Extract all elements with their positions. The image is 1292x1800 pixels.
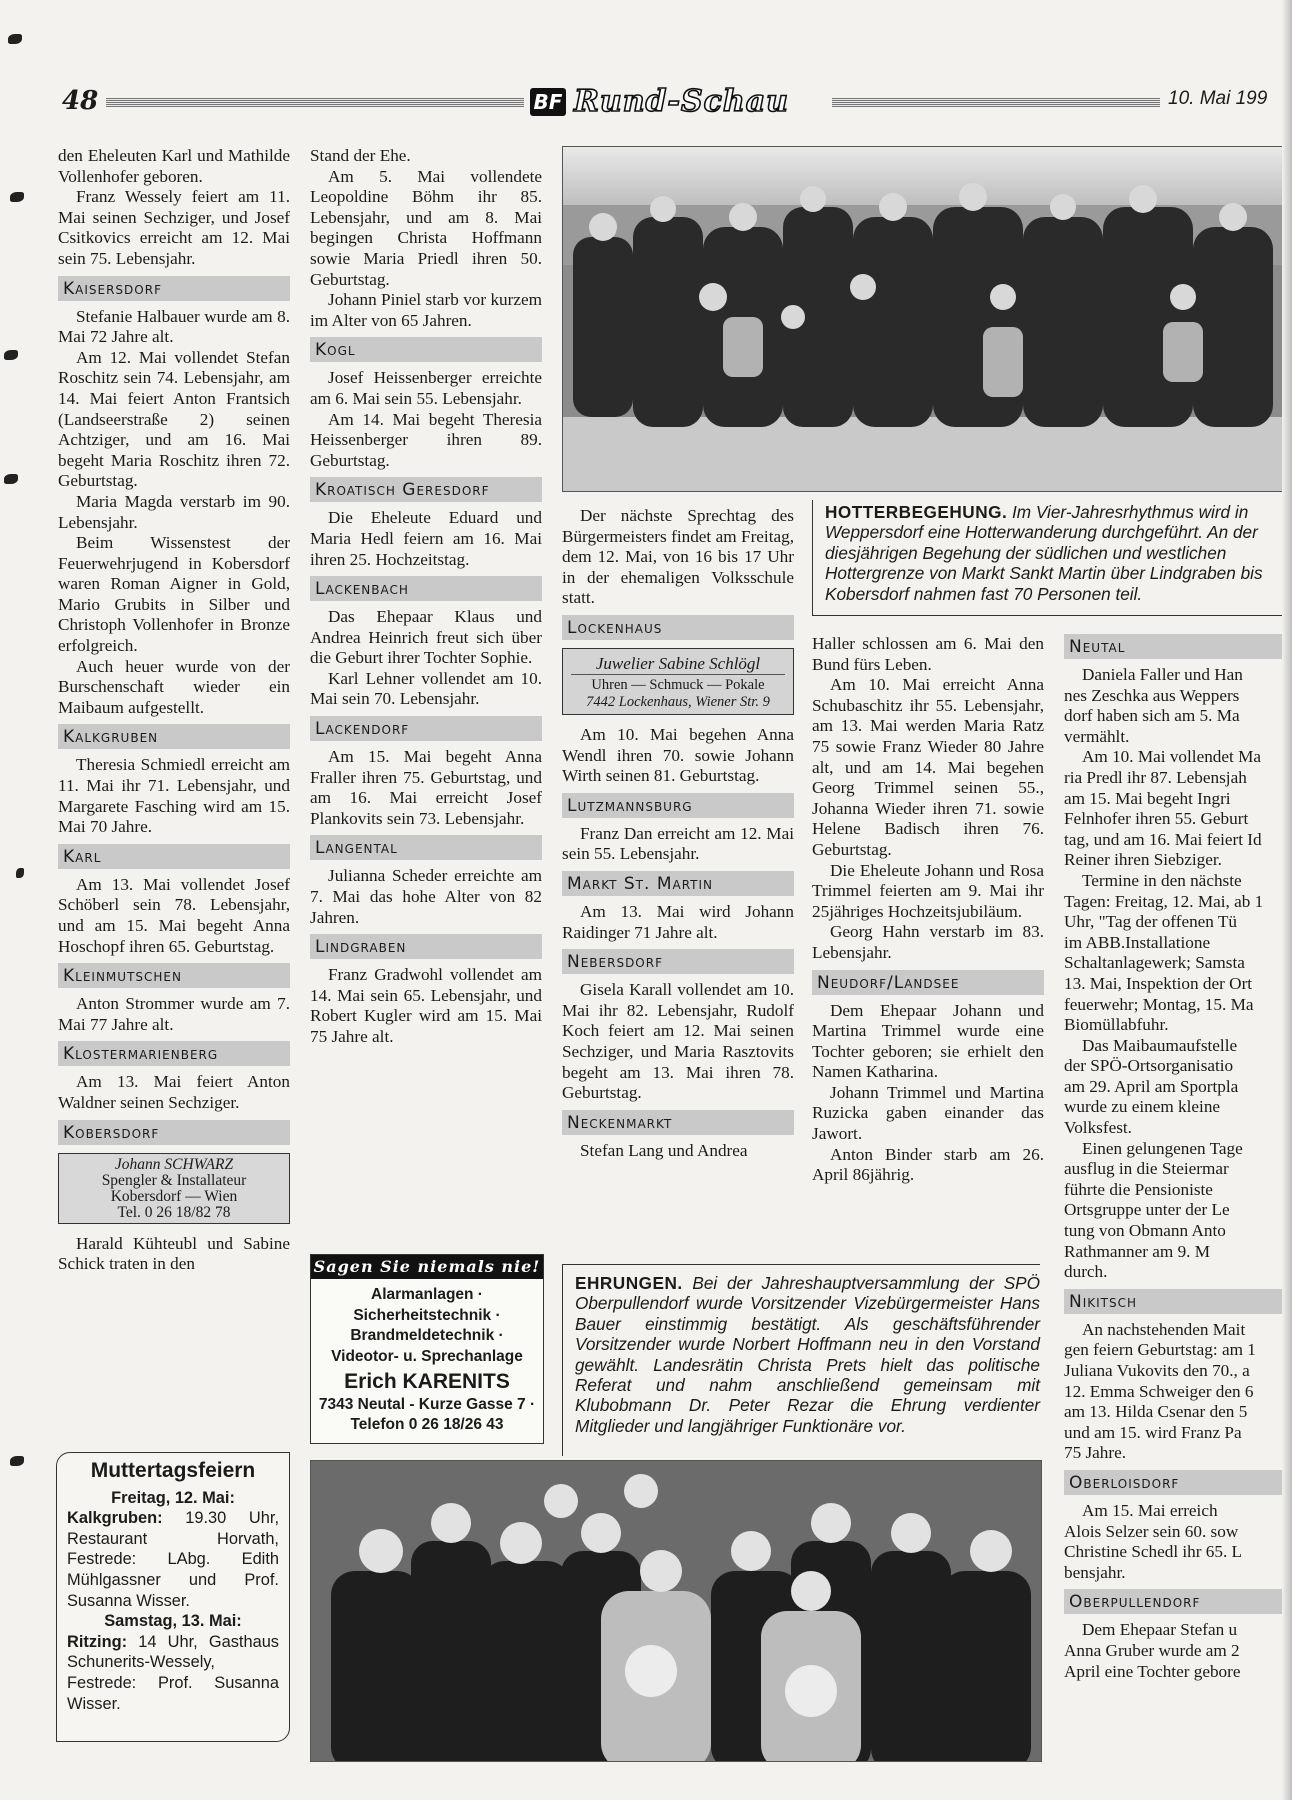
- text-line: Juliana Vukovits den 70., a: [1064, 1361, 1250, 1380]
- text-line: wurde zu einem kleine: [1064, 1097, 1221, 1117]
- article-paragraph: Am 10. Mai begehen Anna Wendl ihren 70. sowie Johann Wirth seinen 81. Geburtstag.: [562, 724, 794, 786]
- section-heading-lackendorf: Lackendorf: [310, 716, 542, 741]
- binder-hole-mark: [10, 192, 24, 202]
- article-paragraph: Haller schlossen am 6. Mai den Bund fürs Leben.: [812, 634, 1044, 674]
- article-paragraph: Karl Lehner vollendet am 10. Mai sein 70. Lebensjahr.: [310, 668, 542, 709]
- text-line: nes Zeschka aus Weppers: [1064, 685, 1240, 705]
- text-line: Einen gelungenen Tage: [1082, 1138, 1243, 1158]
- section-heading-kogl: Kogl: [310, 337, 542, 362]
- article-paragraph: Franz Wessely feiert am 11. Mai seinen Sechziger, und Josef Csitkovics erreicht am 12. Mai sein 75. Lebensjahr.: [58, 187, 290, 268]
- section-heading-karl: Karl: [58, 844, 290, 869]
- muttertag-day: Freitag, 12. Mai:: [111, 1488, 235, 1507]
- section-heading-neckenmarkt: Neckenmarkt: [562, 1110, 794, 1135]
- newspaper-title: Rund-Schau: [574, 84, 789, 119]
- caption-text: Im Vier-Jahresrhythmus wird in Weppersdorf eine Hotterwanderung durchgeführt. An der diesjährigen Begehung der südlichen und westlichen Hottergrenze von Markt Sankt Martin über Lindgraben bis Kobersdorf nahmen fast 70 Personen teil.: [825, 502, 1263, 604]
- section-heading-kroatisch-geresdorf: Kroatisch Geresdorf: [310, 477, 542, 502]
- text-line: durch.: [1064, 1262, 1108, 1282]
- text-line: tung von Obmann Anto: [1064, 1221, 1226, 1241]
- article-paragraph: Theresia Schmiedl erreicht am 11. Mai ihr 71. Lebensjahr, und Margarete Fasching wird am 15. Mai 70 Jahre.: [58, 755, 290, 837]
- muttertag-box: [56, 1452, 290, 1742]
- section-heading-nikitsch: Nikitsch: [1064, 1289, 1292, 1314]
- text-line: am 13. Hilda Csenar den 5: [1064, 1402, 1248, 1422]
- text-line: Christine Schedl ihr 65. L: [1064, 1542, 1243, 1562]
- text-line: 13. Mai, Inspektion der Ort: [1064, 973, 1253, 993]
- article-paragraph: Am 10. Mai erreicht Anna Schubaschitz ihr 55. Lebensjahr, am 13. Mai werden Maria Ratz 75 sowie Franz Wieder 80 Jahre alt, und am 14. Mai begehen Georg Trimmel seinen 55., Johanna Wieder ihren 71. sowie Helene Badisch ihren 76. Geburtstag.: [812, 675, 1044, 859]
- section-heading-oberloisdorf: Oberloisdorf: [1064, 1470, 1292, 1495]
- text-line: An nachstehenden Mait: [1082, 1319, 1246, 1339]
- article-paragraph: Am 13. Mai feiert Anton Waldner seinen Sechziger.: [58, 1072, 290, 1112]
- article-paragraph: Franz Dan erreicht am 12. Mai sein 55. Lebensjahr.: [562, 823, 794, 864]
- line-list-oberloisdorf: [1064, 1501, 1292, 1583]
- caption-title: EHRUNGEN.: [575, 1273, 683, 1293]
- article-paragraph: den Eheleuten Karl und Mathilde Vollenhofer geboren.: [58, 146, 290, 186]
- text-line: Daniela Faller und Han: [1082, 665, 1243, 684]
- caption-hotterbegehung: [812, 500, 1282, 616]
- text-line: ausflug in die Steiermar: [1064, 1159, 1229, 1179]
- text-line: Alois Selzer sein 60. sow: [1064, 1521, 1239, 1541]
- page-edge-shadow: [1282, 0, 1292, 1800]
- photo-group-hikers: [563, 147, 1283, 491]
- text-line: 12. Emma Schweiger den 6: [1064, 1381, 1254, 1401]
- ad-service: Sicherheitstechnik ·: [353, 1306, 501, 1324]
- muttertag-title: Muttertagsfeiern: [90, 1459, 256, 1482]
- article-paragraph: Am 15. Mai begeht Anna Fraller ihren 75. Geburtstag, und am 16. Mai erreicht Josef Plankovits sein 73. Lebensjahr.: [310, 747, 542, 828]
- section-heading-lockenhaus: Lockenhaus: [562, 615, 794, 640]
- column-2: [310, 146, 542, 1048]
- section-heading-lutzmannsburg: Lutzmannsburg: [562, 793, 794, 818]
- text-line: Volksfest.: [1064, 1118, 1132, 1138]
- text-line: Dem Ehepaar Stefan u: [1082, 1620, 1238, 1640]
- event-place: Ritzing:: [67, 1632, 128, 1651]
- article-paragraph: Georg Hahn verstarb im 83. Lebensjahr.: [812, 922, 1044, 962]
- page-number: 48: [62, 86, 99, 116]
- text-line: vermählt.: [1064, 726, 1130, 746]
- article-paragraph: Beim Wissenstest der Feuerwehrjugend in Kobersdorf waren Roman Aigner in Gold, Mario Grubits in Silber und Christoph Vollenhofer in Bronze erfolgreich.: [58, 533, 290, 656]
- event-place: Kalkgruben:: [67, 1509, 163, 1528]
- ad-line: 7442 Lockenhaus, Wiener Str. 9: [586, 693, 770, 710]
- text-line: Biomüllabfuhr.: [1064, 1015, 1169, 1035]
- text-line: tag, und am 16. Mai feiert Id: [1064, 829, 1262, 849]
- text-line: Reiner ihren Siebziger.: [1064, 850, 1222, 870]
- text-line: Uhr, "Tag der offenen Tü: [1064, 912, 1237, 932]
- binder-hole-mark: [8, 34, 22, 44]
- text-line: Tagen: Freitag, 12. Mai, ab 1: [1064, 891, 1264, 911]
- section-heading-markt-st-martin: Markt St. Martin: [562, 871, 794, 896]
- header-rule-left: [106, 98, 524, 107]
- article-paragraph: Am 13. Mai vollendet Josef Schöberl sein 78. Lebensjahr, und am 15. Mai begeht Anna Hoschopf ihren 65. Geburtstag.: [58, 874, 290, 956]
- article-paragraph: Am 13. Mai wird Johann Raidinger 71 Jahre alt.: [562, 901, 794, 942]
- article-paragraph: Josef Heissenberger erreichte am 6. Mai sein 55. Lebensjahr.: [310, 368, 542, 408]
- binder-hole-mark: [10, 1456, 24, 1466]
- column-1: [58, 146, 290, 1275]
- header-rule-right: [832, 98, 1160, 107]
- text-line: im ABB.Installatione: [1064, 932, 1211, 952]
- caption-ehrungen: [562, 1264, 1040, 1456]
- ad-service: Brandmeldetechnik ·: [350, 1327, 504, 1344]
- ad-shop-name: Juwelier Sabine Schlögl: [571, 653, 785, 675]
- text-line: führte die Pensioniste: [1064, 1179, 1213, 1199]
- text-line: Felnhofer ihren 55. Geburt: [1064, 809, 1249, 829]
- ad-line: Uhren — Schmuck — Pokale: [591, 676, 765, 693]
- section-heading-kalkgruben: Kalkgruben: [58, 724, 290, 749]
- section-heading-klostermarienberg: Klostermarienberg: [58, 1041, 290, 1066]
- issue-date: 10. Mai 199: [1168, 88, 1268, 109]
- brand-logo: BF: [530, 88, 566, 116]
- text-line: Schaltanlagewerk; Samsta: [1064, 953, 1245, 973]
- article-paragraph: Am 14. Mai begeht Theresia Heissenberger ihren 89. Geburtstag.: [310, 409, 542, 470]
- section-heading-neutal: Neutal: [1064, 634, 1292, 659]
- text-line: 75 Jahre.: [1064, 1443, 1127, 1463]
- muttertag-event: [67, 1632, 279, 1714]
- column-5: [1064, 634, 1292, 1682]
- text-line: bensjahr.: [1064, 1562, 1126, 1582]
- binder-hole-mark: [4, 350, 18, 360]
- ad-service: Videotor- u. Sprechanlage: [331, 1347, 523, 1365]
- article-paragraph: Am 5. Mai vollendete Leopoldine Böhm ihr 85. Lebensjahr, und am 8. Mai begingen Christa Hoffmann sowie Maria Priedl ihren 50. Geburtstag.: [310, 166, 542, 289]
- article-paragraph: Franz Gradwohl vollendet am 14. Mai sein 65. Lebensjahr, und Robert Kugler wird am 15. Mai 75 Jahre alt.: [310, 965, 542, 1046]
- ad-line: Spengler & Installateur: [101, 1171, 247, 1189]
- ad-line: Johann SCHWARZ: [114, 1155, 234, 1173]
- muttertag-day: Samstag, 13. Mai:: [104, 1612, 242, 1631]
- text-line: am 15. Mai begeht Ingri: [1064, 788, 1231, 808]
- text-line: Das Maibaumaufstelle: [1082, 1035, 1238, 1055]
- article-paragraph: Johann Piniel starb vor kurzem im Alter von 65 Jahren.: [310, 290, 542, 330]
- section-heading-kaisersdorf: Kaisersdorf: [58, 276, 290, 301]
- article-paragraph: Stefanie Halbauer wurde am 8. Mai 72 Jahre alt.: [58, 306, 290, 347]
- ad-slogan: Sagen Sie niemals nie!: [311, 1255, 543, 1279]
- text-line: und am 15. wird Franz Pa: [1064, 1422, 1242, 1442]
- article-paragraph: Stefan Lang und Andrea: [580, 1140, 748, 1160]
- line-list-oberpullendorf: [1064, 1620, 1292, 1682]
- line-list-neutal: [1064, 665, 1292, 1283]
- binder-hole-mark: [16, 868, 24, 878]
- caption-title: HOTTERBEGEHUNG.: [825, 502, 1008, 522]
- ad-service: Alarmanlagen ·: [371, 1286, 483, 1303]
- section-heading-kobersdorf: Kobersdorf: [58, 1120, 290, 1145]
- text-line: ria Predl ihr 87. Lebensjah: [1064, 767, 1247, 787]
- section-heading-kleinmutschen: Kleinmutschen: [58, 963, 290, 988]
- article-paragraph: Der nächste Sprechtag des Bürgermeisters findet am Freitag, dem 12. Mai, von 16 bis 17 Uhr in der ehemaligen Volksschule statt.: [562, 506, 794, 608]
- text-line: Rathmanner am 9. M: [1064, 1241, 1211, 1261]
- section-heading-langental: Langental: [310, 835, 542, 860]
- text-line: dorf haben sich am 5. Ma: [1064, 706, 1240, 726]
- section-heading-nebersdorf: Nebersdorf: [562, 949, 794, 974]
- text-line: April eine Tochter gebore: [1064, 1661, 1241, 1681]
- article-paragraph: Johann Trimmel und Martina Ruzicka gaben einander das Jawort.: [812, 1082, 1044, 1144]
- article-paragraph: Am 12. Mai vollendet Stefan Roschitz sein 74. Lebensjahr, am 14. Mai feiert Anton Frantsich (Landseerstraße 2) seinen Achtziger, und am 16. Mai begeht Maria Roschitz ihren 72. Geburtstag.: [58, 347, 290, 491]
- article-paragraph: Auch heuer wurde von der Burschenschaft wieder ein Maibaum aufgestellt.: [58, 656, 290, 717]
- text-line: am 29. April am Sportpla: [1064, 1076, 1239, 1096]
- ad-phone: Telefon 0 26 18/26 43: [350, 1416, 504, 1433]
- article-paragraph: Die Eheleute Johann und Rosa Trimmel feierten am 9. Mai ihr 25jähriges Hochzeitsjubiläum.: [812, 860, 1044, 921]
- photo-group-honorees: [311, 1461, 1041, 1761]
- article-paragraph: Die Eheleute Eduard und Maria Hedl feiern am 16. Mai ihren 25. Hochzeitstag.: [310, 508, 542, 569]
- text-line: Termine in den nächste: [1082, 870, 1242, 890]
- advertisement-schwarz: [58, 1153, 290, 1224]
- article-paragraph: Julianna Scheder erreichte am 7. Mai das hohe Alter von 82 Jahren.: [310, 866, 542, 927]
- article-paragraph: Stand der Ehe.: [310, 146, 411, 165]
- article-paragraph: Anton Strommer wurde am 7. Mai 77 Jahre alt.: [58, 994, 290, 1034]
- section-heading-lackenbach: Lackenbach: [310, 576, 542, 601]
- article-paragraph: Das Ehepaar Klaus und Andrea Heinrich freut sich über die Geburt ihrer Tochter Sophie.: [310, 607, 542, 668]
- column-3: [562, 506, 794, 1161]
- photo-hotterbegehung: [562, 146, 1284, 492]
- article-paragraph: Anton Binder starb am 26. April 86jährig.: [812, 1144, 1044, 1185]
- event-text: 19.30 Uhr, Restaurant Horvath, Festrede: LAbg. Edith Mühlgassner und Prof. Susanna Wisser.: [67, 1509, 279, 1610]
- text-line: Ortsgruppe unter der Le: [1064, 1200, 1230, 1220]
- muttertag-event: [67, 1508, 279, 1611]
- line-list-nikitsch: [1064, 1320, 1292, 1464]
- binder-hole-mark: [4, 474, 18, 484]
- text-line: der SPÖ-Ortsorganisatio: [1064, 1056, 1234, 1076]
- ad-address: 7343 Neutal - Kurze Gasse 7 ·: [318, 1396, 536, 1413]
- article-paragraph: Maria Magda verstarb im 90. Lebensjahr.: [58, 491, 290, 532]
- section-heading-oberpullendorf: Oberpullendorf: [1064, 1589, 1292, 1614]
- text-line: Am 15. Mai erreich: [1082, 1500, 1218, 1520]
- text-line: gen feiern Geburtstag: am 1: [1064, 1340, 1256, 1360]
- advertisement-karenits: [310, 1254, 544, 1444]
- column-4: [812, 634, 1044, 1186]
- article-paragraph: Dem Ehepaar Johann und Martina Trimmel wurde eine Tochter geboren; sie erhielt den Namen Katharina.: [812, 1000, 1044, 1082]
- advertisement-schloegl: [562, 648, 794, 715]
- event-text: 14 Uhr, Gasthaus Schunerits-Wessely, Festrede: Prof. Susanna Wisser.: [67, 1632, 279, 1713]
- ad-line: Kobersdorf — Wien: [110, 1187, 238, 1205]
- text-line: Anna Gruber wurde am 2: [1064, 1640, 1240, 1660]
- photo-ehrungen: [310, 1460, 1042, 1762]
- section-heading-lindgraben: Lindgraben: [310, 934, 542, 959]
- text-line: feuerwehr; Montag, 15. Ma: [1064, 994, 1254, 1014]
- text-line: Am 10. Mai vollendet Ma: [1082, 747, 1262, 767]
- ad-company-name: Erich KARENITS: [344, 1370, 510, 1393]
- article-paragraph: Harald Kühteubl und Sabine Schick traten in den: [58, 1233, 290, 1274]
- ad-line: Tel. 0 26 18/82 78: [117, 1203, 231, 1221]
- article-paragraph: Gisela Karall vollendet am 10. Mai ihr 82. Lebensjahr, Rudolf Koch feiert am 12. Mai seinen Sechziger, und Maria Rasztovits begeht am 13. Mai ihren 78. Geburtstag.: [562, 980, 794, 1103]
- section-heading-neudorf-landsee: Neudorf/Landsee: [812, 970, 1044, 995]
- caption-text: Bei der Jahreshauptversammlung der SPÖ Oberpullendorf wurde Vorsitzender Vizebürgermeister Hans Bauer einstimmig bestätigt. Als geschäftsführender Vorsitzender wurde Norbert Hoffmann neu in den Vorstand gewählt. Landesrätin Christa Prets hielt das politische Referat und nahm anschließend gemeinsam mit Klubobmann Dr. Peter Rezar die Ehrung verdienter Mitglieder und langjähriger Funktionäre vor.: [575, 1273, 1040, 1436]
